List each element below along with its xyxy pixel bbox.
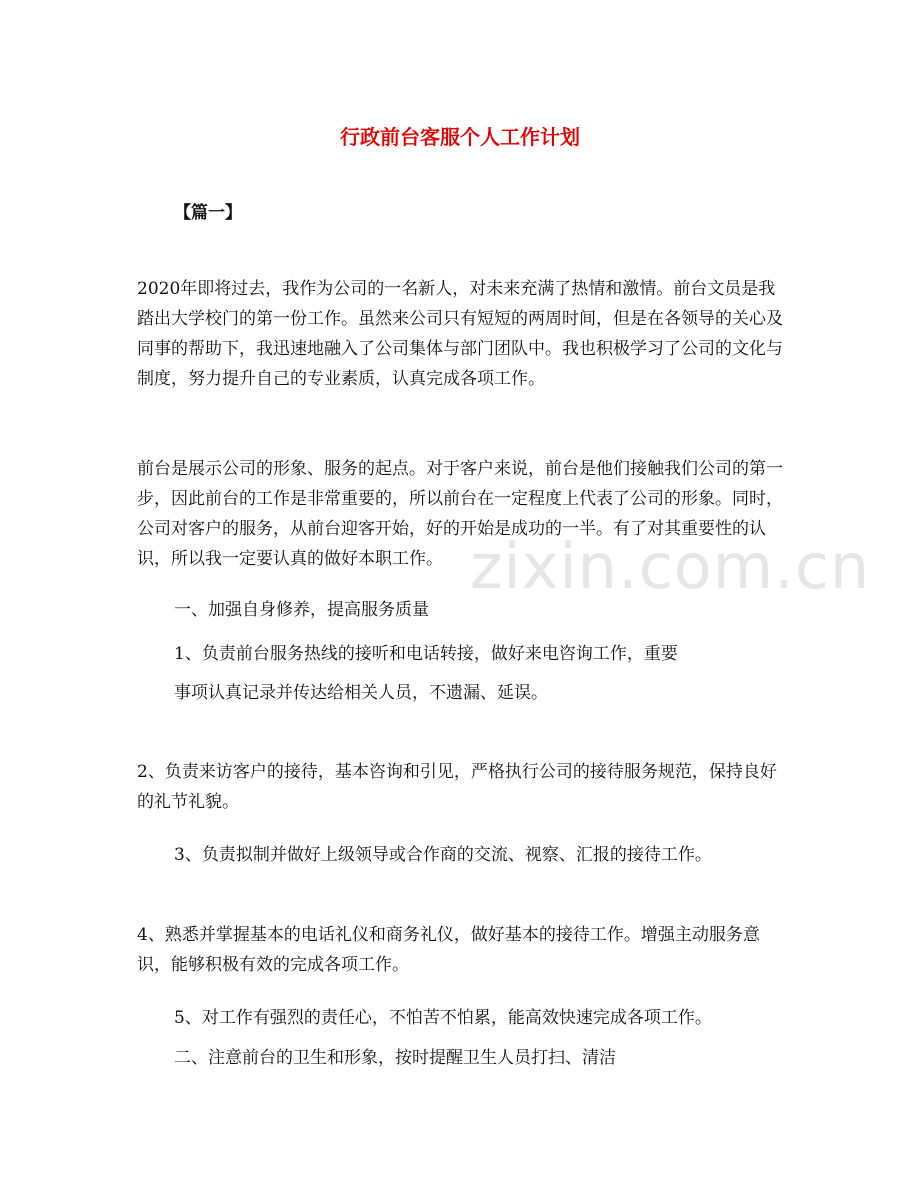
- item-2: 2、负责来访客户的接待，基本咨询和引见，严格执行公司的接待服务规范，保持良好的礼节礼貌。: [137, 762, 777, 812]
- watermark: zixin.com.cn: [470, 530, 871, 603]
- item-4: 4、熟悉并掌握基本的电话礼仪和商务礼仪，做好基本的接待工作。增强主动服务意识，能够积极有效的完成各项工作。: [137, 925, 760, 975]
- item-1-line-2: 事项认真记录并传达给相关人员，不遗漏、延误。: [174, 683, 548, 703]
- item-3: 3、负责拟制并做好上级领导或合作商的交流、视察、汇报的接待工作。: [174, 845, 712, 865]
- paragraph-intro: 2020年即将过去，我作为公司的一名新人，对未来充满了热情和激情。前台文员是我踏出大学校门的第一份工作。虽然来公司只有短短的两周时间，但是在各领导的关心及同事的帮助下，我迅速地融入了公司集体与部门团队中。我也积极学习了公司的文化与制度，努力提升自己的专业素质，认真完成各项工作。: [137, 279, 783, 389]
- heading-one: 一、加强自身修养，提高服务质量: [174, 600, 429, 620]
- page-title: 行政前台客服个人工作计划: [340, 125, 580, 149]
- paragraph-front-desk: 前台是展示公司的形象、服务的起点。对于客户来说，前台是他们接触我们公司的第一步，因此前台的工作是非常重要的，所以前台在一定程度上代表了公司的形象。同时，公司对客户的服务，从前台迎客开始，好的开始是成功的一半。有了对其重要性的认识，所以我一定要认真的做好本职工作。: [137, 459, 783, 569]
- item-1-line-1: 1、负责前台服务热线的接听和电话转接，做好来电咨询工作，重要: [174, 644, 678, 664]
- section-label: 【篇一】: [174, 203, 242, 223]
- heading-two: 二、注意前台的卫生和形象，按时提醒卫生人员打扫、清洁: [174, 1048, 616, 1068]
- item-5: 5、对工作有强烈的责任心，不怕苦不怕累，能高效快速完成各项工作。: [174, 1008, 712, 1028]
